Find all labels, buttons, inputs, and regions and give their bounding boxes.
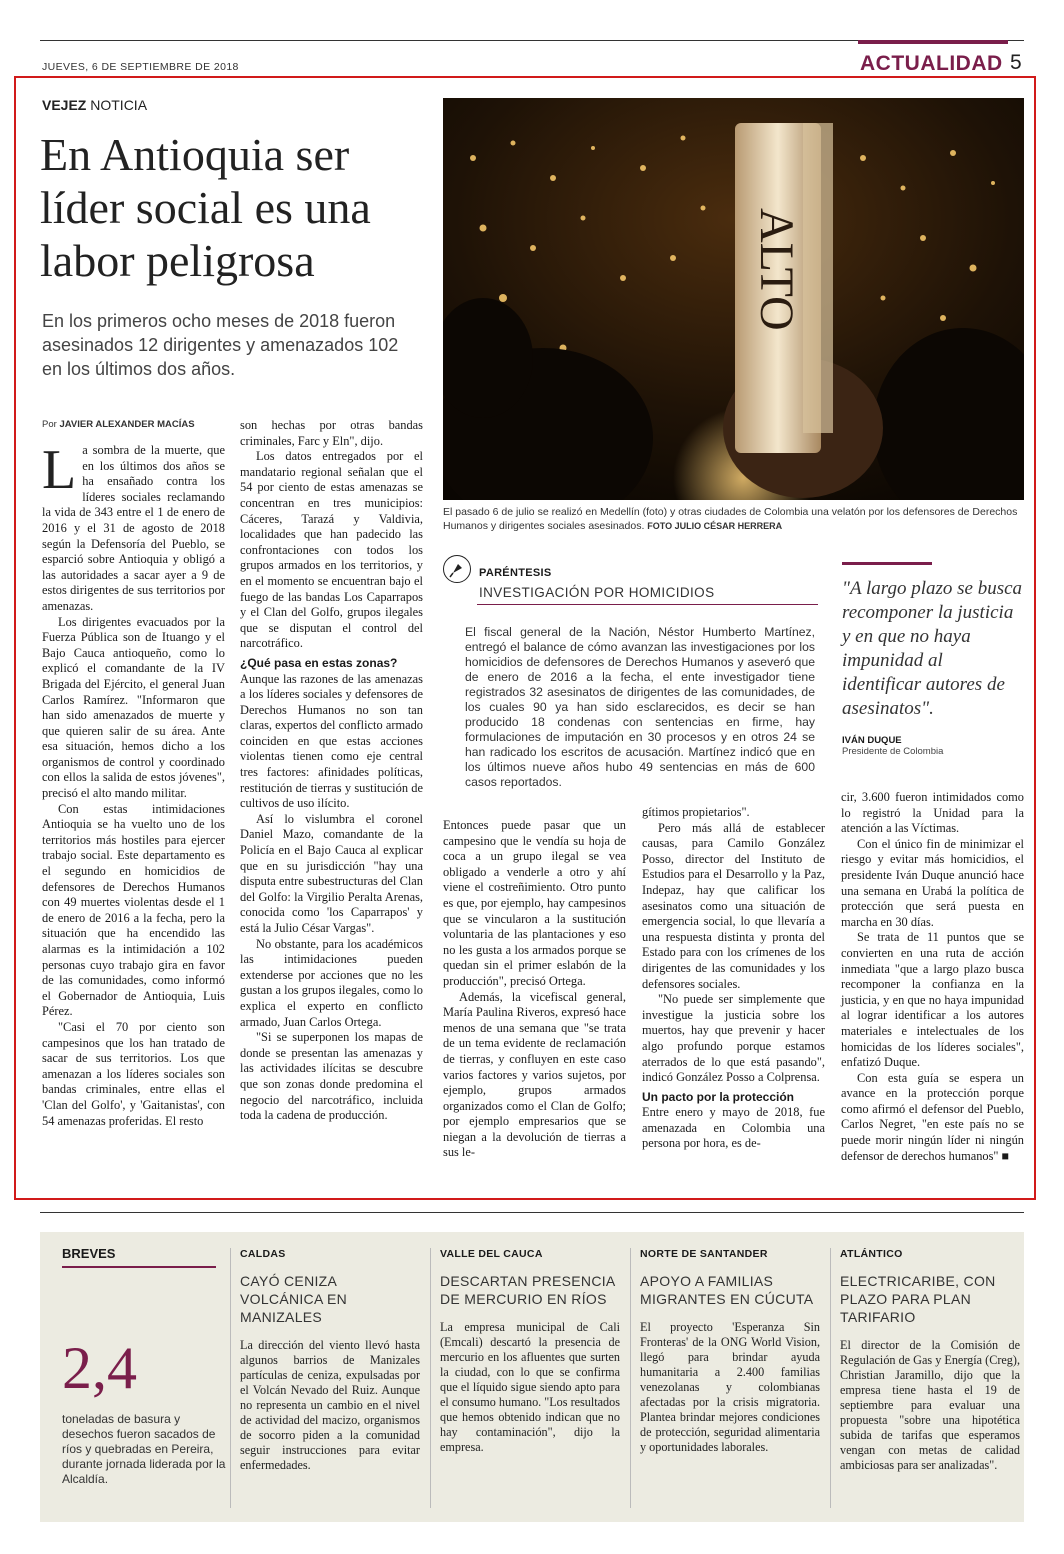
kicker <box>42 97 147 113</box>
photo-illustration <box>443 98 1024 500</box>
paragraph: Se trata de 11 puntos que se convierten en una ruta de acción inmediata "que a largo plazo busca recomponer la confianza en la justicia, y en que no haya impunidad al lograr identificar a los autores materiales e intelectuales de los homicidas de los líderes sociales", enfatizó Duque. <box>841 930 1024 1070</box>
parentesis-label: PARÉNTESIS <box>479 567 552 579</box>
paragraph: "Casi el 70 por ciento son campesinos que los han tratado de sacar de sus territorios. Los que amenazan a los líderes sociales son bandas criminales, entre ellas el 'Clan del Golfo', y 'Gaitanistas', con 54 amenazas proferidas. El resto <box>42 1019 225 1128</box>
dateline: JUEVES, 6 DE SEPTIEMBRE DE 2018 <box>42 61 239 73</box>
headline: En Antioquia ser líder social es una labor peligrosa <box>40 129 371 286</box>
brief-body: El director de la Comisión de Regulación de Gas y Energía (Creg), Christian Jaramillo, dijo que la empresa tiene hasta el 19 de septiembre para evaluar una propuesta "sobre una hipotética subida de tarifas que esperamos vengan con metas de calidad ambiciosas para ser analizadas". <box>840 1338 1020 1472</box>
quote-author-role: Presidente de Colombia <box>842 746 944 757</box>
brief-divider <box>830 1248 831 1508</box>
brief-headline: APOYO A FAMILIAS MIGRANTES EN CÚCUTA <box>640 1273 814 1307</box>
brief-body: La dirección del viento llevó hasta algunos barrios de Manizales partículas de ceniza, expulsadas por el Volcán Nevado del Ruiz. Aunque no representa un cambio en el nivel de actividad del macizo, organismos de socorro piden a la comunidad seguir instrucciones para evitar enfermedades. <box>240 1338 420 1472</box>
paragraph: Con el único fin de minimizar el riesgo y evitar más homicidios, el presidente Iván Duque anunció hace una semana en Urabá la política de protección que será puesta en marcha en 30 días. <box>841 836 1024 929</box>
parentesis-body: El fiscal general de la Nación, Néstor Humberto Martínez, entregó el balance de cómo avanzan las investigaciones por los homicidios de defensores de Derechos Humanos y aseveró que de enero de 2016 a la fecha, el ente investigador tiene registrados 32 asesinatos de dirigentes de las comunidades, de los cuales 90 ya han sido esclarecidos, es decir se han producido 18 condenas con sentencias en firme, hay formulaciones de imputación en 30 procesos y en otros 24 se han radicado los escritos de acusación. Martínez indicó que en los últimos nueve años hubo 49 sentencias en más de 600 casos reportados. <box>465 625 815 789</box>
paragraph: Con estas intimidaciones Antioquia se ha vuelto uno de los territorios más hostiles para ejercer trabajo social. Este departamento es el segundo en homicidios de defensores de Derechos Humanos con 49 muertes violentas desde el 1 de enero de 2016 a la fecha, pero la situación que ha encendido las alarmas es la intimidación a 102 personas cuyo trabajo gira en favor de las comunidades, como informó el Gobernador de Antioquia, Luis Pérez. <box>42 801 225 1019</box>
kicker-section: VEJEZ <box>42 97 87 113</box>
pull-quote <box>842 562 1024 757</box>
subheading: ¿Qué pasa en estas zonas? <box>240 655 398 670</box>
paragraph: Así lo vislumbra el coronel Daniel Mazo, comandante de la Policía en el Bajo Cauca al explicar que en su jurisdicción "hay una disputa entre subestructuras del Clan del Golfo: la Virgilio Peralta Arenas, conocida como 'los Caparrapos' y está la Julio César Vargas". <box>240 811 423 935</box>
quote-author: IVÁN DUQUE <box>842 735 902 746</box>
paragraph: Entre enero y mayo de 2018, fue amenazada en Colombia una persona por hora, es de- <box>642 1105 825 1151</box>
breves-title-bar <box>62 1266 216 1268</box>
paragraph: Además, la vicefiscal general, María Paulina Riveros, expresó hace menos de una semana que "se trata de un tema evidente de reclamación de tierras, y confluyen en este caso varios factores y varios sujetos, por ejemplo, grupos armados organizados como el Clan de Golfo; por ejemplo empresarios que se niegan a la devolución de tierras a sus le- <box>443 989 626 1160</box>
paragraph: Los datos entregados por el mandatario regional señalan que el 54 por ciento de estas amenazas se concentran en tres municipios: Cáceres, Tarazá y Valdivia, localidades que han padecido las confrontaciones con todos los grupos armados en los territorios, y en el momento se encuentran bajo el fuego de las bandas Los Caparrapos y el Clan del Golfo, grupos ilegales que se disputan el control del narcotráfico. <box>240 449 423 651</box>
breves-rule <box>40 1212 1024 1213</box>
brief-divider <box>230 1248 231 1508</box>
page-number: 5 <box>1010 51 1022 74</box>
parentesis-rule <box>477 604 818 605</box>
brief-region: ATLÁNTICO <box>840 1248 903 1260</box>
byline-prefix: Por <box>42 419 57 430</box>
byline <box>42 419 195 430</box>
subheading: Un pacto por la protección <box>642 1089 795 1104</box>
section-name: ACTUALIDAD <box>860 52 1003 75</box>
paragraph: cir, 3.600 fueron intimidados como lo registró la Unidad para la atención a las Víctimas. <box>841 790 1024 836</box>
brief-divider <box>630 1248 631 1508</box>
brief-divider <box>430 1248 431 1508</box>
brief-body: El proyecto 'Esperanza Sin Fronteras' de la ONG World Vision, llegó para brindar ayuda humanitaria a 2.400 familias venezolanas y colombianas afectadas por la crisis migratoria. Plantea brindar mejores condiciones de protección, seguridad alimentaria y oportunidades laborales. <box>640 1320 820 1454</box>
brief-headline: CAYÓ CENIZA VOLCÁNICA EN MANIZALES <box>240 1273 348 1325</box>
paragraph: Entonces puede pasar que un campesino que le vendía su hoja de coca a un grupo ilegal se vea obligado a venderle a otro y ahí viene el costreñimiento. Otro punto es que, por ejemplo, hay campesinos que se vincularon a la sustitución voluntaria de las plantaciones y eso no les gusta a los armados porque se quedan sin el primer eslabón de la producción", precisó Ortega. <box>443 818 626 988</box>
pushpin-icon <box>443 555 471 583</box>
paragraph: "Si se superponen los mapas de donde se presentan las amenazas y las actividades ilícitas se descubre que son zonas donde predomina el negocio del narcotráfico, incluida toda la cadena de producción. <box>240 1030 423 1123</box>
kicker-type: NOTICIA <box>90 97 148 113</box>
paragraph: son hechas por otras bandas criminales, Farc y Eln", dijo. <box>240 418 423 448</box>
brief-body: La empresa municipal de Cali (Emcali) descartó la presencia de mercurio en los afluentes que surten la ciudad, con lo que se confirma que el líquido sigue siendo apto para el consumo humano. "Los resultados que hemos obtenido indican que no hay contaminación", dijo la empresa. <box>440 1320 620 1454</box>
section-tab <box>858 40 1024 76</box>
deck: En los primeros ocho meses de 2018 fueron asesinados 12 dirigentes y amenazados 102 en los últimos dos años. <box>42 311 399 379</box>
paragraph: gítimos propietarios". <box>642 805 750 819</box>
brief-region: CALDAS <box>240 1248 286 1260</box>
photo-credit: FOTO JULIO CÉSAR HERRERA <box>647 521 783 531</box>
brief-headline: ELECTRICARIBE, CON PLAZO PARA PLAN TARIFARIO <box>840 1273 996 1325</box>
article-column-5 <box>841 790 1024 1164</box>
paragraph: Con esta guía se espera un avance en la protección porque como afirmó el defensor del Pueblo, Carlos Negret, "en este país no se puede morir ningún líder ni ningún defensor de derechos humanos" ■ <box>841 1070 1024 1163</box>
brief-item <box>240 1248 420 1473</box>
big-number-text: toneladas de basura y desechos fueron sacados de ríos y quebradas en Pereira, durante jornada liderada por la Alcaldía. <box>62 1412 226 1486</box>
big-number: 2,4 <box>62 1335 137 1401</box>
brief-region: VALLE DEL CAUCA <box>440 1248 543 1260</box>
paragraph: Aunque las razones de las amenazas a los líderes sociales y defensores de Derechos Humanos no son tan claras, expertos del conflicto armado coinciden en que estas acciones violentas tienen como eje central tres factores: afinidades políticas, restitución de tierras y sustitución de cultivos de uso ilícito. <box>240 671 423 811</box>
brief-item <box>840 1248 1020 1473</box>
paragraph: Pero más allá de establecer causas, para Camilo González Posso, director del Instituto de Estudios para el Desarrollo y la Paz, Indepaz, hay que calificar los asesinatos como una situación de emergencia social, lo que llevaría a una respuesta distinta y pronta del Estado para con los crímenes de los dirigentes de las comunidades y los defensores sociales. <box>642 820 825 991</box>
candlelight-vigil-photo <box>443 98 1024 500</box>
photo-caption <box>443 505 1024 533</box>
paragraph: No obstante, para los académicos las intimidaciones pueden extenderse por acciones que no les gustan a los grupos ilegales, como lo explica el experto en conflicto armado, Juan Carlos Ortega. <box>240 936 423 1029</box>
quote-bar <box>842 562 932 565</box>
sign-text: ALTO <box>750 208 803 331</box>
paragraph: Los dirigentes evacuados por la Fuerza Pública son de Ituango y el Bajo Cauca antioqueño, como lo explicó el comandante de la IV Brigada del Ejército, el general Juan Carlos Ramírez. "Informaron que han sido amenazados de muerte y que quieren salir de su área. Ante esa situación, hemos dicho a los organismos de control y coordinado con ellos la salida de estos jóvenes", precisó el alto mando militar. <box>42 614 225 801</box>
paragraph: "No puede ser simplemente que investigue la justicia sobre los muertos, hay que prevenir y hacer algo profundo porque estamos aterrados de lo que está pasando", indicó González Posso a Colprensa. <box>642 992 825 1085</box>
breves-title: BREVES <box>62 1246 116 1261</box>
brief-item <box>440 1248 620 1455</box>
brief-region: NORTE DE SANTANDER <box>640 1248 768 1260</box>
article-column-4 <box>642 805 825 1152</box>
article-column-3 <box>443 818 626 1161</box>
quote-text: "A largo plazo se busca recomponer la justicia y en que no haya impunidad al identificar autores de asesinatos". <box>842 578 1023 719</box>
paragraph: a sombra de la muerte, que en los últimos dos años se ha ensañado contra los líderes sociales reclamando la vida de 343 entre el 1 de enero de 2016 y el 31 de agosto de 2018 según la Defensoría del Pueblo, se esparció sobre Antioquia y obligó a las autoridades a sacar ayer a 9 de estos dirigentes de sus territorios por amenazas. <box>42 443 225 613</box>
caption-text: El pasado 6 de julio se realizó en Medellín (foto) y otras ciudades de Colombia una velatón por los defensores de Derechos Humanos y dirigentes sociales asesinados. <box>443 506 1018 532</box>
article-column-1 <box>42 439 225 1129</box>
byline-author: JAVIER ALEXANDER MACÍAS <box>59 419 195 430</box>
parentesis-box <box>443 555 818 795</box>
article-column-2 <box>240 418 423 1124</box>
brief-headline: DESCARTAN PRESENCIA DE MERCURIO EN RÍOS <box>440 1273 615 1307</box>
parentesis-title: INVESTIGACIÓN POR HOMICIDIOS <box>479 585 715 600</box>
dropcap: L <box>42 439 77 501</box>
breves-section <box>40 1232 1024 1522</box>
section-bar <box>858 40 1008 44</box>
brief-item <box>640 1248 820 1455</box>
